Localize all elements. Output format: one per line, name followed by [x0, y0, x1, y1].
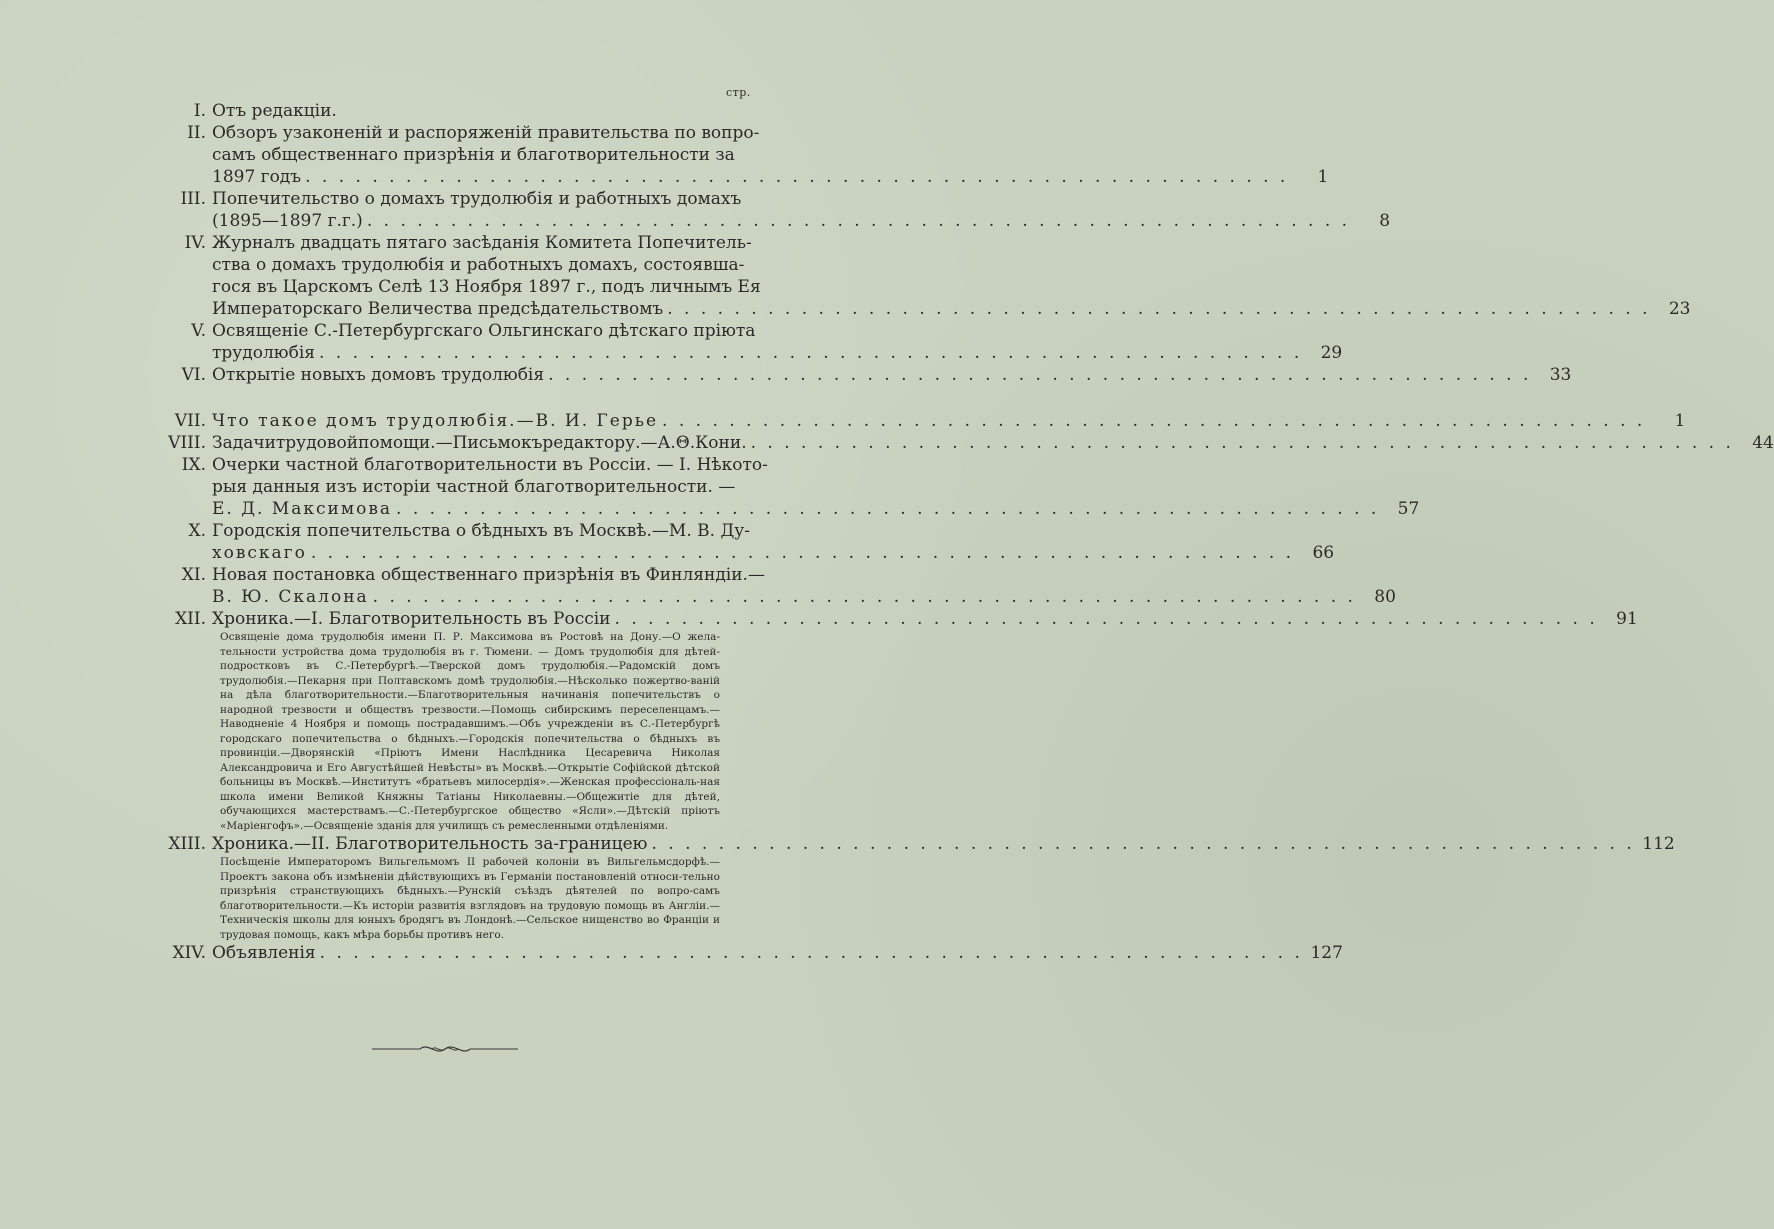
- entry-title-text: Хроника.—I. Благотворительность въ Россіи: [212, 609, 611, 629]
- entry-number: VIII.: [168, 433, 206, 453]
- entry-line: [212, 498, 1419, 520]
- leader-dots: [373, 586, 1356, 608]
- entry-title-text: Открытіе новыхъ домовъ трудолюбія: [212, 365, 545, 385]
- page-number: 33: [1549, 365, 1572, 385]
- ornament-divider-icon: [370, 1042, 520, 1056]
- page-number: 57: [1397, 499, 1420, 519]
- entry-title-text: Журналъ двадцать пятаго засѣданія Комитета Попечитель-: [212, 233, 752, 253]
- entry-number: IX.: [181, 455, 206, 475]
- entry-title-text: Новая постановка общественнаго призрѣнія въ Финляндіи.—: [212, 565, 765, 585]
- toc-entry[interactable]: [160, 122, 1329, 188]
- entry-subsections: Посѣщеніе Императоромъ Вильгельмомъ II рабочей колоніи въ Вильгельмсдорфѣ.—Проектъ закона объ измѣненіи дѣйствующихъ въ Германіи постановленій относи-тельно призрѣнія странствующихъ бѣдныхъ.—Рунскій съѣздъ дѣятелей по вопро-самъ благотворительности.—Къ исторіи развитія взглядовъ на трудовую помощь въ Англіи.—Техническія школы для юныхъ бродягъ въ Лондонѣ.—Сельское нищенство во Франціи и трудовая помощь, какъ мѣра борьбы противъ него.: [220, 856, 720, 941]
- entry-body: [212, 564, 1396, 608]
- leader-dots: [305, 166, 1288, 188]
- entry-title-text: 1897 годъ: [212, 167, 302, 187]
- toc-entry[interactable]: [160, 608, 1638, 630]
- page-number: 66: [1312, 543, 1335, 563]
- entry-number: VI.: [181, 365, 206, 385]
- entry-body: [212, 410, 1685, 432]
- entry-title-text: Очерки частной благотворительности въ Россіи. — I. Нѣкото-: [212, 455, 768, 475]
- toc-entry[interactable]: [160, 833, 1675, 855]
- entry-body: [212, 232, 1690, 320]
- entry-body: [212, 188, 1390, 232]
- entry-title-text: Отъ редакціи.: [212, 101, 337, 121]
- entry-line: [212, 254, 1690, 276]
- toc-entry[interactable]: [160, 410, 1686, 432]
- page-number: 23: [1668, 299, 1691, 319]
- toc-entry[interactable]: [160, 100, 760, 122]
- entry-line: [212, 320, 1342, 342]
- entry-body: [212, 432, 1774, 454]
- entry-title-text: Хроника.—II. Благотворительность за-границею: [212, 834, 648, 854]
- entry-number: V.: [191, 321, 206, 341]
- entry-line: [212, 188, 1390, 210]
- entry-body: [212, 942, 1343, 964]
- entry-title-text: ховскаго: [212, 543, 307, 563]
- entry-line: [212, 144, 1328, 166]
- entry-number: X.: [188, 521, 206, 541]
- entry-body: [212, 833, 1675, 855]
- entry-line: [212, 342, 1342, 364]
- entry-line: [212, 166, 1328, 188]
- entry-line: [212, 608, 1638, 630]
- section-gap: [160, 386, 760, 410]
- toc-entry[interactable]: [160, 232, 1691, 320]
- leader-dots: [367, 210, 1350, 232]
- leader-dots: [319, 342, 1302, 364]
- toc-entry[interactable]: [160, 364, 1572, 386]
- entry-title-text: Е. Д. Максимова: [212, 499, 393, 519]
- entry-body: [212, 454, 1419, 520]
- leader-dots: [615, 608, 1598, 630]
- leader-dots: [751, 432, 1734, 454]
- entry-title-text: Задачитрудовойпомощи.—Письмокъредактору.—А.Θ.Кони.: [212, 433, 747, 453]
- page-number: 80: [1374, 587, 1396, 607]
- entry-line: [212, 364, 1571, 386]
- page-number: 127: [1310, 943, 1343, 963]
- entry-line: [212, 542, 1334, 564]
- leader-dots: [662, 410, 1645, 432]
- toc-entry[interactable]: [160, 188, 1391, 232]
- table-of-contents: [160, 100, 1774, 964]
- entry-line: [212, 833, 1675, 855]
- entry-subsections: Освященіе дома трудолюбія имени П. Р. Максимова въ Ростовѣ на Дону.—О жела-тельности устройства дома трудолюбія въ г. Тюмени. — Домъ трудолюбія для дѣтей-подростковъ въ С.-Петербургѣ.—Тверской домъ трудолюбія.—Радомскій домъ трудолюбія.—Пекарня при Полтавскомъ домѣ трудолюбія.—Нѣсколько пожертво-ваній на дѣла благотворительности.—Благотворительныя начинанія попечительствъ о народной трезвости и обществъ трезвости.—Помощь сибирскимъ переселенцамъ.—Наводненіе 4 Ноября и помощь пострадавшимъ.—Объ учрежденіи въ С.-Петербургѣ городскаго попечительства о бѣдныхъ.—Городскія попечительства о бѣдныхъ въ провинціи.—Дворянскій «Пріютъ Имени Наслѣдника Цесаревича Николая Александровича и Его Августѣйшей Невѣсты» въ Москвѣ.—Открытіе Софійской дѣтской больницы въ Москвѣ.—Институтъ «братьевъ милосердія».—Женская профессіональ-ная школа имени Великой Княжны Татіаны Николаевны.—Общежитіе для дѣтей, обучающихся мастерствамъ.—С.-Петербургское общество «Ясли».—Дѣтскій пріютъ «Маріенгофъ».—Освященіе зданія для училищъ съ ремесленными отдѣленіями.: [220, 631, 720, 832]
- entry-title-text: самъ общественнаго призрѣнія и благотворительности за: [212, 145, 735, 165]
- entry-body: [212, 608, 1638, 630]
- entry-line: [212, 100, 760, 122]
- leader-dots: [667, 298, 1650, 320]
- entry-title-text: Обзоръ узаконеній и распоряженій правительства по вопро-: [212, 123, 760, 143]
- leader-dots: [396, 498, 1379, 520]
- entry-title-text: Освященіе С.-Петербургскаго Ольгинскаго дѣтскаго пріюта: [212, 321, 756, 341]
- entry-number: XII.: [175, 609, 206, 629]
- toc-entry[interactable]: [160, 432, 1774, 454]
- entry-number: III.: [180, 189, 206, 209]
- entry-line: [212, 432, 1774, 454]
- entry-line: [212, 276, 1690, 298]
- entry-title-text: Городскія попечительства о бѣдныхъ въ Москвѣ.—М. В. Ду-: [212, 521, 751, 541]
- entry-number: XI.: [181, 565, 206, 585]
- entry-line: [212, 586, 1396, 608]
- entry-title-text: В. Ю. Скалона: [212, 587, 369, 607]
- entry-number: I.: [193, 101, 206, 121]
- entry-line: [212, 476, 1419, 498]
- page-number: 1: [1317, 167, 1329, 187]
- entry-number: IV.: [184, 233, 206, 253]
- page-column-label: стр.: [726, 86, 751, 99]
- page-number: 1: [1674, 411, 1686, 431]
- entry-body: [212, 100, 760, 122]
- entry-body: [212, 364, 1571, 386]
- entry-number: XIII.: [168, 834, 206, 854]
- entry-line: [212, 210, 1390, 232]
- toc-entry[interactable]: [160, 564, 1396, 608]
- entry-title-text: Императорскаго Величества предсѣдательствомъ: [212, 299, 664, 319]
- entry-line: [212, 298, 1690, 320]
- leader-dots: [651, 833, 1634, 855]
- entry-line: [212, 564, 1396, 586]
- entry-number: VII.: [174, 411, 206, 431]
- entry-title-text: Что такое домъ трудолюбія.—В. И. Герье: [212, 411, 659, 431]
- page-number: 91: [1616, 609, 1638, 629]
- entry-line: [212, 942, 1343, 964]
- entry-body: [212, 122, 1328, 188]
- entry-title-text: рыя данныя изъ исторіи частной благотворительности. —: [212, 477, 736, 497]
- leader-dots: [548, 364, 1531, 386]
- toc-entry[interactable]: [160, 454, 1420, 520]
- page-number: 29: [1320, 343, 1343, 363]
- entry-title-text: Попечительство о домахъ трудолюбія и работныхъ домахъ: [212, 189, 742, 209]
- entry-line: [212, 232, 1690, 254]
- entry-title-text: ства о домахъ трудолюбія и работныхъ домахъ, состоявша-: [212, 255, 745, 275]
- toc-entry[interactable]: [160, 942, 1343, 964]
- leader-dots: [311, 542, 1294, 564]
- entry-title-text: (1895—1897 г.г.): [212, 211, 363, 231]
- entry-line: [212, 520, 1334, 542]
- entry-title-text: Объявленія: [212, 943, 316, 963]
- entry-body: [212, 520, 1334, 564]
- toc-entry[interactable]: [160, 320, 1343, 364]
- page-number: 112: [1642, 834, 1675, 854]
- entry-title-text: трудолюбія: [212, 343, 315, 363]
- entry-title-text: гося въ Царскомъ Селѣ 13 Ноября 1897 г., подъ личнымъ Ея: [212, 277, 761, 297]
- entry-line: [212, 454, 1419, 476]
- leader-dots: [320, 942, 1303, 964]
- entry-body: [212, 320, 1342, 364]
- entry-line: [212, 410, 1685, 432]
- page-number: 8: [1379, 211, 1391, 231]
- toc-entry[interactable]: [160, 520, 1335, 564]
- entry-line: [212, 122, 1328, 144]
- entry-number: II.: [187, 123, 206, 143]
- entry-number: XIV.: [172, 943, 206, 963]
- page-number: 44: [1752, 433, 1774, 453]
